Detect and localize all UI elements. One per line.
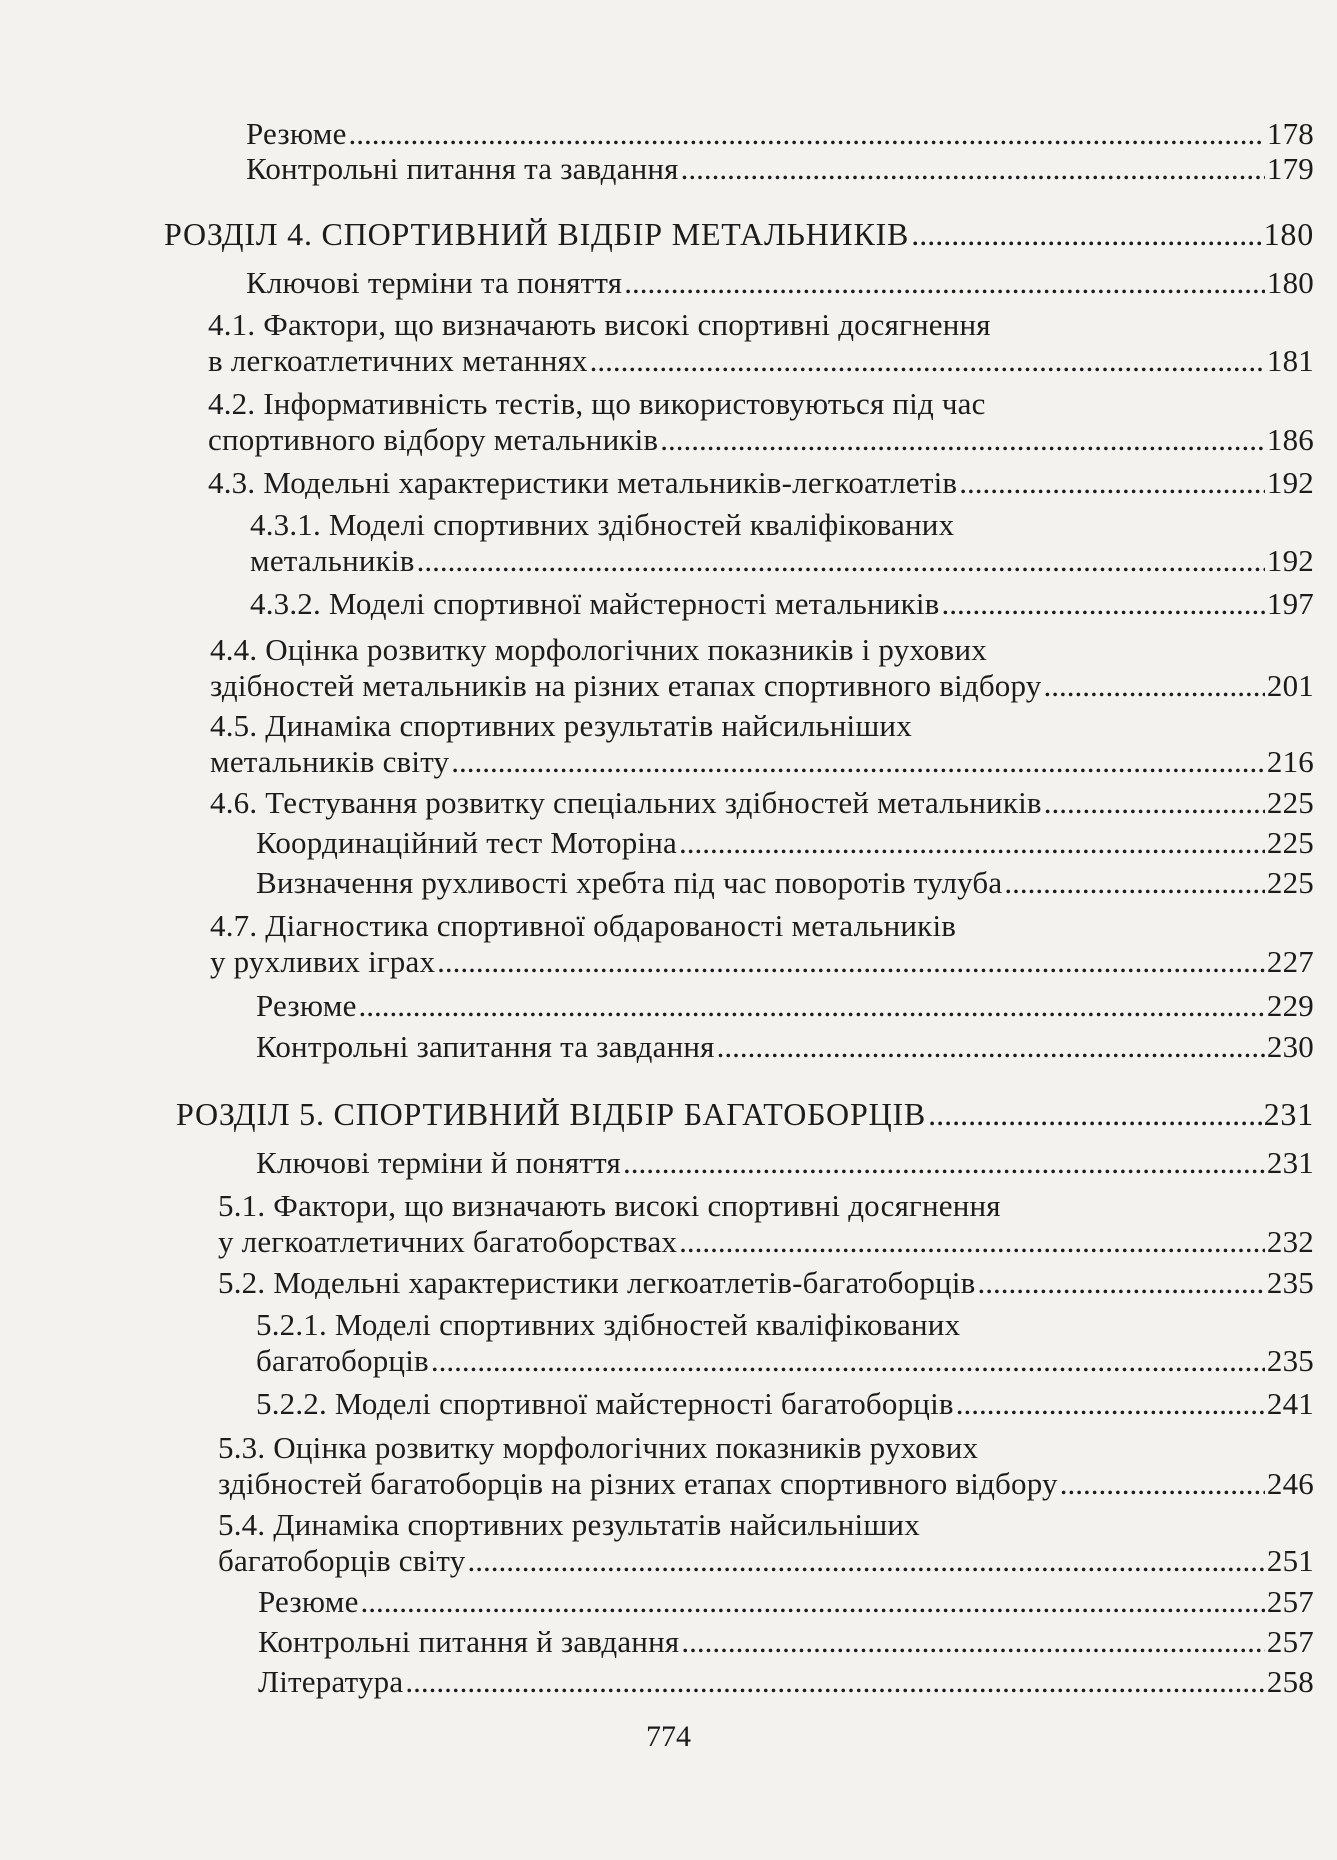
dot-leader <box>624 265 1265 301</box>
toc-entry-title-line-1: 4.1. Фактори, що визначають високі спортивні досягнення <box>208 307 991 342</box>
dot-leader <box>1044 668 1265 704</box>
toc-entry-title: 5.2. Модельні характеристики легкоатлетів-багатоборців <box>218 1265 976 1300</box>
toc-entry-title: Ключові терміни й поняття <box>256 1145 621 1180</box>
toc-entry-title: Резюме <box>256 988 357 1023</box>
toc-entry-title-line-1: 4.5. Динаміка спортивних результатів найсильніших <box>210 708 912 743</box>
toc-entry-page: 235 <box>1266 1343 1314 1378</box>
dot-leader <box>437 944 1265 980</box>
toc-entry-page: 186 <box>1266 422 1314 457</box>
toc-entry-title: 5.2.2. Моделі спортивної майстерності багатоборців <box>256 1386 954 1421</box>
toc-entry-title-line-2: здібностей багатоборців на різних етапах спортивного відбору <box>218 1466 1058 1501</box>
toc-entry-title: 4.3. Модельні характеристики метальників-легкоатлетів <box>208 465 958 500</box>
toc-entry-page: 241 <box>1266 1386 1314 1421</box>
toc-entry-title-line-1: 5.4. Динаміка спортивних результатів найсильніших <box>218 1507 920 1542</box>
toc-entry-title-line-2: в легкоатлетичних метаннях <box>208 343 588 378</box>
toc-entry-page: 258 <box>1266 1664 1314 1699</box>
toc-entry-title: Резюме <box>258 1584 359 1619</box>
toc-entry-title: Координаційний тест Моторіна <box>256 825 677 860</box>
toc-entry-title-line-2: у рухливих іграх <box>210 944 436 979</box>
dot-leader <box>928 1096 1262 1132</box>
toc-entry-title-line-1: 5.2.1. Моделі спортивних здібностей кваліфікованих <box>256 1307 961 1342</box>
dot-leader <box>911 216 1261 252</box>
dot-leader <box>359 988 1265 1024</box>
dot-leader <box>1044 785 1265 821</box>
toc-entry-title-line-1: 5.3. Оцінка розвитку морфологічних показників рухових <box>218 1430 979 1465</box>
toc-entry-title: Контрольні запитання та завдання <box>256 1029 715 1064</box>
toc-entry-title-line-1: 4.7. Діагностика спортивної обдарованості метальників <box>210 908 957 943</box>
toc-entry-title: 4.6. Тестування розвитку спеціальних здібностей метальників <box>210 785 1042 820</box>
dot-leader <box>977 1265 1264 1301</box>
toc-entry-page: 231 <box>1263 1096 1314 1132</box>
toc-entry-page: 179 <box>1266 151 1314 186</box>
toc-entry-page: 230 <box>1266 1029 1314 1064</box>
toc-entry-page: 180 <box>1266 265 1314 300</box>
toc-entry-title-line-2: багатоборців світу <box>218 1543 466 1578</box>
toc-entry-page: 257 <box>1266 1624 1314 1659</box>
dot-leader <box>451 744 1265 780</box>
dot-leader <box>431 1343 1265 1379</box>
toc-entry-page: 235 <box>1266 1265 1314 1300</box>
toc-entry-page: 231 <box>1266 1145 1314 1180</box>
dot-leader <box>623 1145 1265 1181</box>
toc-entry-page: 225 <box>1266 785 1314 820</box>
dot-leader <box>679 1224 1265 1260</box>
toc-chapter-title: РОЗДІЛ 4. СПОРТИВНИЙ ВІДБІР МЕТАЛЬНИКІВ <box>164 216 910 252</box>
dot-leader <box>1004 865 1265 901</box>
toc-entry-title-line-2: метальників <box>250 543 415 578</box>
toc-entry-page: 246 <box>1266 1466 1314 1501</box>
toc-entry-page: 178 <box>1266 116 1314 151</box>
toc-entry-page: 216 <box>1266 744 1314 779</box>
dot-leader <box>681 1624 1265 1660</box>
toc-entry-page: 227 <box>1266 944 1314 979</box>
toc-entry-title-line-1: 4.2. Інформативність тестів, що використовуються під час <box>208 386 986 421</box>
toc-entry-page: 201 <box>1266 668 1314 703</box>
dot-leader <box>717 1029 1265 1065</box>
dot-leader <box>959 465 1265 501</box>
toc-entry-page: 257 <box>1266 1584 1314 1619</box>
toc-entry-title: 4.3.2. Моделі спортивної майстерності метальників <box>250 586 940 621</box>
dot-leader <box>590 343 1265 379</box>
toc-entry-title-line-1: 5.1. Фактори, що визначають високі спортивні досягнення <box>218 1188 1001 1223</box>
dot-leader <box>1060 1466 1265 1502</box>
toc-entry-title-line-2: здібностей метальників на різних етапах спортивного відбору <box>210 668 1042 703</box>
toc-entry-title: Ключові терміни та поняття <box>246 265 623 300</box>
toc-entry-title-line-2: багатоборців <box>256 1343 429 1378</box>
toc-entry-title: Контрольні питання й завдання <box>258 1624 680 1659</box>
dot-leader <box>681 151 1265 187</box>
dot-leader <box>349 116 1265 152</box>
toc-entry-page: 192 <box>1266 543 1314 578</box>
dot-leader <box>956 1386 1265 1422</box>
toc-entry-title-line-2: спортивного відбору метальників <box>208 422 659 457</box>
dot-leader <box>405 1664 1265 1700</box>
toc-entry-title: Контрольні питання та завдання <box>246 151 679 186</box>
toc-entry-page: 192 <box>1266 465 1314 500</box>
dot-leader <box>679 825 1265 861</box>
toc-chapter-title: РОЗДІЛ 5. СПОРТИВНИЙ ВІДБІР БАГАТОБОРЦІВ <box>176 1096 927 1132</box>
toc-entry-page: 229 <box>1266 988 1314 1023</box>
toc-entry-title-line-1: 4.4. Оцінка розвитку морфологічних показників і рухових <box>210 632 987 667</box>
toc-entry-page: 232 <box>1266 1224 1314 1259</box>
dot-leader <box>942 586 1265 622</box>
dot-leader <box>467 1543 1264 1579</box>
toc-entry-page: 225 <box>1266 865 1314 900</box>
toc-entry-page: 197 <box>1266 586 1314 621</box>
toc-entry-page: 251 <box>1266 1543 1314 1578</box>
toc-entry-title-line-2: у легкоатлетичних багатоборствах <box>218 1224 678 1259</box>
toc-entry-title-line-2: метальників світу <box>210 744 450 779</box>
toc-entry-page: 181 <box>1266 343 1314 378</box>
toc-entry-title: Література <box>258 1664 404 1699</box>
toc-entry-title: Визначення рухливості хребта під час поворотів тулуба <box>256 865 1003 900</box>
toc-entry-page: 225 <box>1266 825 1314 860</box>
toc-entry-page: 180 <box>1263 216 1314 252</box>
dot-leader <box>361 1584 1265 1620</box>
dot-leader <box>417 543 1265 579</box>
toc-entry-title-line-1: 4.3.1. Моделі спортивних здібностей кваліфікованих <box>250 507 955 542</box>
page-number: 774 <box>646 1720 691 1753</box>
toc-entry-title: Резюме <box>246 116 347 151</box>
dot-leader <box>660 422 1265 458</box>
